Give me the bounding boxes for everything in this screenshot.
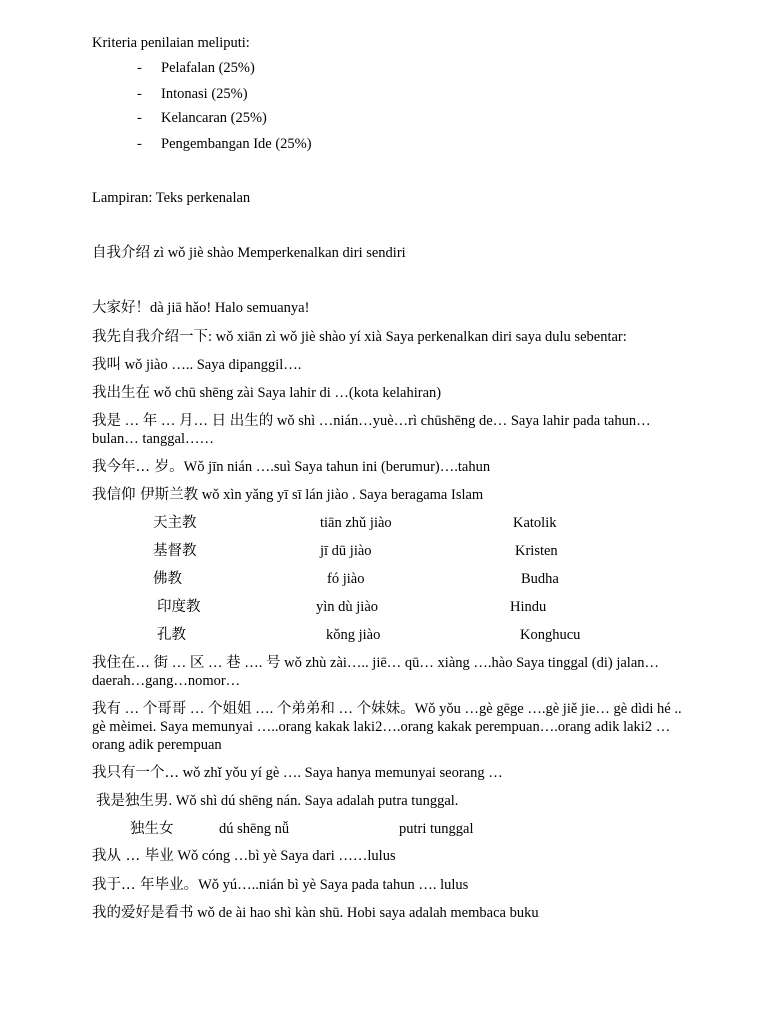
religion-hanzi: 佛教: [153, 571, 182, 587]
criteria-dash: -: [137, 110, 142, 126]
hanzi-text: 我于… 年毕业。: [92, 877, 199, 893]
line-text: wǒ jiào ….. Saya dipanggil….: [121, 357, 302, 373]
religion-meaning: Konghucu: [520, 627, 581, 643]
greeting-line: [92, 299, 309, 317]
line-text: wǒ chū shēng zài Saya lahir di …(kota kelahiran): [150, 385, 442, 401]
criteria-item: Pelafalan (25%): [161, 60, 255, 76]
hanzi-text: 我信仰 伊斯兰教: [92, 487, 199, 503]
criteria-dash: -: [137, 136, 142, 152]
line-text: Wǒ yú…..nián bì yè Saya pada tahun …. lulus: [198, 877, 469, 893]
hanzi-text: 我今年… 岁。: [92, 459, 184, 475]
hanzi-text: 我是独生男: [96, 793, 169, 809]
hanzi-text: 自我介绍: [92, 245, 150, 261]
religion-pinyin: kǒng jiào: [326, 627, 381, 643]
line-text: . Wǒ shì dú shēng nán. Saya adalah putra tunggal.: [168, 793, 459, 809]
siblings-line: 我有 … 个哥哥 … 个姐姐 …. 个弟弟和 … 个妹妹。Wǒ yǒu …gè gēge ….gè jiě jie… gè dìdi hé .. gè mèimei. Saya memunyai …..orang kakak laki2….orang kakak perempuan….orang adik laki2 …orang adik perempuan: [92, 701, 682, 753]
religion-line: [92, 486, 483, 504]
only-son-line: [96, 792, 458, 810]
hanzi-text: 我叫: [92, 357, 121, 373]
only-daughter-meaning: putri tunggal: [399, 821, 474, 837]
only-have-line: [92, 764, 503, 782]
only-daughter-pinyin: dú shēng nǚ: [219, 821, 290, 837]
religion-hanzi: 天主教: [153, 515, 197, 531]
religion-hanzi: 孔教: [157, 627, 186, 643]
hanzi-text: 我的爱好是看书: [92, 905, 194, 921]
born-in-line: [92, 384, 441, 402]
called-line: [92, 356, 301, 374]
criteria-dash: -: [137, 86, 142, 102]
criteria-dash: -: [137, 60, 142, 76]
line-text: wǒ zhǐ yǒu yí gè …. Saya hanya memunyai seorang …: [179, 765, 503, 781]
intro-line: [92, 244, 406, 262]
born-date-line: 我是 … 年 … 月… 日 出生的 wǒ shì …nián…yuè…rì chūshēng de… Saya lahir pada tahun… bulan… tanggal……: [92, 413, 651, 447]
religion-pinyin: yìn dù jiào: [316, 599, 379, 615]
religion-hanzi: 印度教: [157, 599, 201, 615]
address-line: 我住在… 街 … 区 … 巷 …. 号 wǒ zhù zài….. jiē… qū… xiàng ….hào Saya tinggal (di) jalan…daerah…gang…nomor…: [92, 655, 660, 689]
line-text: Wǒ jīn nián ….suì Saya tahun ini (berumur)….tahun: [183, 459, 491, 475]
religion-meaning: Hindu: [510, 599, 547, 615]
line-text: dà jiā hǎo! Halo semuanya!: [150, 300, 310, 316]
line-text: wǒ xìn yǎng yī sī lán jiào . Saya beragama Islam: [198, 487, 484, 503]
religion-meaning: Budha: [521, 571, 559, 587]
hanzi-text: 我出生在: [92, 385, 150, 401]
graduated-year-line: [92, 876, 468, 894]
intro-first-line: [92, 328, 627, 346]
graduated-from-line: [92, 847, 396, 865]
religion-pinyin: tiān zhǔ jiào: [320, 515, 392, 531]
religion-meaning: Katolik: [513, 515, 557, 531]
criteria-item: Pengembangan Ide (25%): [161, 136, 312, 152]
criteria-item: Kelancaran (25%): [161, 110, 267, 126]
hanzi-text: 大家好！: [92, 300, 150, 316]
religion-hanzi: 基督教: [153, 543, 197, 559]
religion-meaning: Kristen: [515, 543, 558, 559]
only-daughter-hanzi: 独生女: [130, 821, 174, 837]
line-text: : wǒ xiān zì wǒ jiè shào yí xià Saya perkenalkan diri saya dulu sebentar:: [208, 329, 627, 345]
hanzi-text: 我先自我介绍一下: [92, 329, 208, 345]
hanzi-text: 我只有一个…: [92, 765, 179, 781]
criteria-item: Intonasi (25%): [161, 86, 248, 102]
religion-pinyin: jī dū jiào: [320, 543, 372, 559]
criteria-heading: Kriteria penilaian meliputi:: [92, 35, 250, 51]
line-text: Wǒ cóng …bì yè Saya dari ……lulus: [173, 848, 396, 864]
hanzi-text: 我从 … 毕业: [92, 848, 174, 864]
religion-pinyin: fó jiào: [327, 571, 365, 587]
line-text: wǒ de ài hao shì kàn shū. Hobi saya adalah membaca buku: [193, 905, 539, 921]
hobby-line: [92, 904, 539, 922]
age-line: [92, 458, 490, 476]
appendix-title: Lampiran: Teks perkenalan: [92, 190, 251, 206]
line-text: zì wǒ jiè shào Memperkenalkan diri sendiri: [150, 245, 406, 261]
